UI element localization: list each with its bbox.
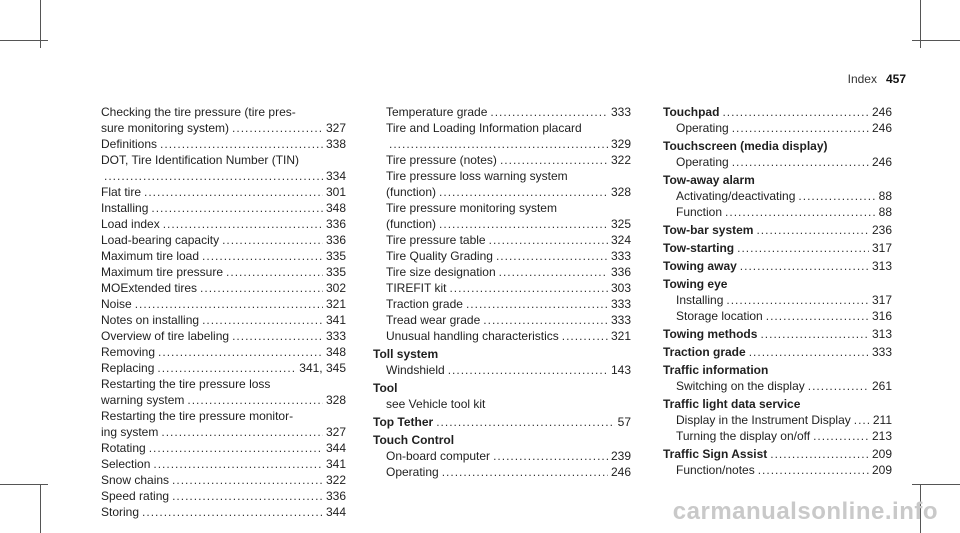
leader-dots bbox=[187, 392, 323, 408]
entry-text: Tire Quality Grading bbox=[386, 249, 493, 263]
index-entry bbox=[373, 328, 631, 344]
page-reference: 338 bbox=[325, 137, 346, 151]
page-reference: 341 bbox=[325, 313, 346, 327]
entry-text: Switching on the display bbox=[676, 379, 805, 393]
index-entry bbox=[88, 184, 346, 200]
index-heading bbox=[663, 276, 892, 292]
index-entry bbox=[88, 392, 346, 408]
entry-text: Noise bbox=[101, 297, 132, 311]
crop-mark bbox=[0, 484, 48, 485]
entry-text: Touch Control bbox=[373, 433, 455, 447]
index-entry bbox=[663, 308, 892, 324]
index-entry bbox=[373, 280, 631, 296]
leader-dots bbox=[202, 312, 323, 328]
entry-text: Toll system bbox=[373, 347, 439, 361]
index-entry bbox=[88, 344, 346, 360]
page-reference: 321 bbox=[610, 329, 631, 343]
entry-text: Traffic light data service bbox=[663, 397, 801, 411]
page-reference: 336 bbox=[325, 233, 346, 247]
leader-dots bbox=[854, 412, 870, 428]
index-heading bbox=[373, 346, 631, 362]
page-reference: 327 bbox=[325, 121, 346, 135]
page-reference: 336 bbox=[325, 489, 346, 503]
index-entry bbox=[88, 104, 346, 120]
index-entry bbox=[373, 232, 631, 248]
entry-text: Overview of tire labeling bbox=[101, 329, 230, 343]
leader-dots bbox=[813, 428, 869, 444]
entry-text: Installing bbox=[101, 201, 149, 215]
leader-dots bbox=[758, 462, 869, 478]
index-entry bbox=[88, 312, 346, 328]
entry-text: (function) bbox=[386, 185, 437, 199]
index-heading bbox=[663, 104, 892, 120]
page-reference: 333 bbox=[871, 345, 892, 359]
index-entry bbox=[663, 204, 892, 220]
entry-text: Snow chains bbox=[101, 473, 170, 487]
page-reference: 327 bbox=[325, 425, 346, 439]
page-reference: 246 bbox=[871, 155, 892, 169]
page-reference: 88 bbox=[878, 205, 892, 219]
leader-dots bbox=[389, 136, 608, 152]
page-reference: 328 bbox=[325, 393, 346, 407]
entry-text: Restarting the tire pressure loss bbox=[101, 377, 271, 391]
entry-text: Touchpad bbox=[663, 105, 720, 119]
watermark: carmanualsonline.info bbox=[672, 498, 938, 525]
index-entry bbox=[88, 216, 346, 232]
page-reference: 333 bbox=[610, 297, 631, 311]
page-reference: 302 bbox=[325, 281, 346, 295]
entry-text: Operating bbox=[386, 465, 439, 479]
leader-dots bbox=[766, 308, 869, 324]
entry-text: ing system bbox=[101, 425, 159, 439]
index-heading bbox=[663, 344, 892, 360]
page-reference: 322 bbox=[610, 153, 631, 167]
page-reference: 236 bbox=[871, 223, 892, 237]
entry-text: Unusual handling characteristics bbox=[386, 329, 559, 343]
entry-text: Checking the tire pressure (tire pres- bbox=[101, 105, 296, 119]
leader-dots bbox=[749, 344, 869, 360]
leader-dots bbox=[562, 328, 608, 344]
leader-dots bbox=[149, 440, 323, 456]
page-reference: 335 bbox=[325, 249, 346, 263]
index-entry bbox=[88, 504, 346, 520]
entry-text: Towing away bbox=[663, 259, 737, 273]
index-entry bbox=[88, 328, 346, 344]
index-entry bbox=[373, 216, 631, 232]
index-entry bbox=[373, 362, 631, 378]
index-entry bbox=[88, 280, 346, 296]
leader-dots bbox=[740, 258, 869, 274]
leader-dots bbox=[466, 296, 608, 312]
index-entry bbox=[373, 448, 631, 464]
index-entry bbox=[88, 152, 346, 168]
entry-text: Replacing bbox=[101, 361, 155, 375]
leader-dots bbox=[448, 362, 608, 378]
entry-text: Tire and Loading Information placard bbox=[386, 121, 582, 135]
index-entry bbox=[373, 120, 631, 136]
index-entry bbox=[373, 312, 631, 328]
leader-dots bbox=[226, 264, 323, 280]
leader-dots bbox=[163, 216, 323, 232]
entry-text: Tow-starting bbox=[663, 241, 735, 255]
index-heading bbox=[663, 258, 892, 274]
page-reference: 329 bbox=[610, 137, 631, 151]
leader-dots bbox=[726, 292, 869, 308]
page-reference: 213 bbox=[871, 429, 892, 443]
leader-dots bbox=[153, 456, 323, 472]
leader-dots bbox=[158, 344, 323, 360]
index-heading bbox=[663, 396, 892, 412]
entry-text: MOExtended tires bbox=[101, 281, 198, 295]
index-entry bbox=[373, 464, 631, 480]
page-reference: 317 bbox=[871, 241, 892, 255]
page-reference: 341 bbox=[325, 457, 346, 471]
leader-dots bbox=[135, 296, 323, 312]
index-column-1 bbox=[88, 104, 346, 520]
entry-text: Operating bbox=[676, 121, 729, 135]
page-reference: 341, 345 bbox=[299, 361, 346, 375]
entry-text: Tire pressure loss warning system bbox=[386, 169, 568, 183]
index-entry bbox=[663, 412, 892, 428]
index-entry bbox=[373, 200, 631, 216]
index-entry bbox=[88, 232, 346, 248]
entry-text: Load-bearing capacity bbox=[101, 233, 220, 247]
page-reference: 333 bbox=[610, 249, 631, 263]
entry-text: Display in the Instrument Display bbox=[676, 413, 851, 427]
leader-dots bbox=[493, 448, 608, 464]
entry-text: Function/notes bbox=[676, 463, 755, 477]
index-heading bbox=[663, 240, 892, 256]
index-entry bbox=[373, 184, 631, 200]
page-reference: 313 bbox=[871, 259, 892, 273]
leader-dots bbox=[732, 120, 869, 136]
entry-text: Maximum tire pressure bbox=[101, 265, 224, 279]
index-heading bbox=[663, 172, 892, 188]
index-heading bbox=[663, 326, 892, 342]
entry-text: Top Tether bbox=[373, 415, 434, 429]
entry-text: DOT, Tire Identification Number (TIN) bbox=[101, 153, 300, 167]
leader-dots bbox=[142, 504, 323, 520]
leader-dots bbox=[442, 464, 608, 480]
leader-dots bbox=[232, 120, 323, 136]
page-reference: 88 bbox=[878, 189, 892, 203]
leader-dots bbox=[489, 232, 608, 248]
index-entry bbox=[373, 396, 631, 412]
page-reference: 316 bbox=[871, 309, 892, 323]
leader-dots bbox=[144, 184, 323, 200]
page-reference: 328 bbox=[610, 185, 631, 199]
index-entry bbox=[88, 408, 346, 424]
index-entry bbox=[663, 154, 892, 170]
index-heading bbox=[663, 138, 892, 154]
entry-text: Turning the display on/off bbox=[676, 429, 811, 443]
crop-mark bbox=[912, 40, 960, 41]
page-reference: 211 bbox=[872, 413, 892, 427]
entry-text: Traffic Sign Assist bbox=[663, 447, 768, 461]
leader-dots bbox=[798, 188, 875, 204]
leader-dots bbox=[232, 328, 323, 344]
page-reference: 209 bbox=[871, 463, 892, 477]
page-reference: 336 bbox=[325, 217, 346, 231]
crop-mark bbox=[40, 485, 41, 533]
header-title: Index bbox=[847, 72, 877, 86]
page-number: 457 bbox=[885, 72, 906, 86]
entry-text: TIREFIT kit bbox=[386, 281, 447, 295]
index-entry bbox=[88, 424, 346, 440]
entry-text: Maximum tire load bbox=[101, 249, 200, 263]
leader-dots bbox=[490, 104, 608, 120]
entry-text: Activating/deactivating bbox=[676, 189, 796, 203]
entry-text: Selection bbox=[101, 457, 151, 471]
index-entry bbox=[373, 296, 631, 312]
index-heading bbox=[373, 432, 631, 448]
page-reference: 303 bbox=[610, 281, 631, 295]
entry-text: Traction grade bbox=[386, 297, 463, 311]
page-reference: 246 bbox=[871, 121, 892, 135]
leader-dots bbox=[722, 104, 869, 120]
entry-text: Removing bbox=[101, 345, 156, 359]
leader-dots bbox=[172, 488, 323, 504]
page-reference: 301 bbox=[325, 185, 346, 199]
leader-dots bbox=[725, 204, 876, 220]
index-entry bbox=[373, 168, 631, 184]
index-heading bbox=[373, 414, 631, 430]
entry-text: sure monitoring system) bbox=[101, 121, 230, 135]
entry-text: Tire size designation bbox=[386, 265, 496, 279]
page-reference: 324 bbox=[610, 233, 631, 247]
index-entry bbox=[373, 152, 631, 168]
entry-text: Rotating bbox=[101, 441, 146, 455]
leader-dots bbox=[496, 248, 608, 264]
leader-dots bbox=[770, 446, 869, 462]
entry-text: Storing bbox=[101, 505, 140, 519]
page-reference: 57 bbox=[617, 415, 631, 429]
index-entry bbox=[373, 264, 631, 280]
leader-dots bbox=[439, 184, 608, 200]
index-entry bbox=[663, 120, 892, 136]
page-reference: 313 bbox=[871, 327, 892, 341]
entry-text: Towing methods bbox=[663, 327, 758, 341]
page-reference: 143 bbox=[610, 363, 631, 377]
page-reference: 261 bbox=[871, 379, 892, 393]
page-reference: 336 bbox=[610, 265, 631, 279]
page-reference: 209 bbox=[871, 447, 892, 461]
entry-text: Notes on installing bbox=[101, 313, 200, 327]
index-entry bbox=[663, 292, 892, 308]
index-entry bbox=[88, 456, 346, 472]
page-reference: 348 bbox=[325, 201, 346, 215]
entry-text: Definitions bbox=[101, 137, 158, 151]
entry-text: Flat tire bbox=[101, 185, 142, 199]
entry-text: Speed rating bbox=[101, 489, 170, 503]
entry-text: warning system bbox=[101, 393, 185, 407]
index-entry bbox=[88, 168, 346, 184]
index-entry bbox=[88, 360, 346, 376]
index-entry bbox=[88, 264, 346, 280]
page-reference: 334 bbox=[325, 169, 346, 183]
index-entry bbox=[663, 188, 892, 204]
page-header bbox=[848, 72, 906, 86]
index-heading bbox=[663, 362, 892, 378]
page-reference: 333 bbox=[325, 329, 346, 343]
page-reference: 348 bbox=[325, 345, 346, 359]
leader-dots bbox=[157, 360, 296, 376]
entry-text: On-board computer bbox=[386, 449, 491, 463]
index-entry bbox=[88, 376, 346, 392]
index-entry bbox=[88, 488, 346, 504]
index-entry bbox=[88, 200, 346, 216]
entry-text: Tool bbox=[373, 381, 398, 395]
entry-text: Tread wear grade bbox=[386, 313, 481, 327]
leader-dots bbox=[439, 216, 608, 232]
index-entry bbox=[373, 248, 631, 264]
entry-text: Tow-bar system bbox=[663, 223, 754, 237]
entry-text: Touchscreen (media display) bbox=[663, 139, 828, 153]
page-reference: 325 bbox=[610, 217, 631, 231]
index-entry bbox=[88, 120, 346, 136]
page-reference: 246 bbox=[871, 105, 892, 119]
index-column-2 bbox=[373, 104, 631, 480]
leader-dots bbox=[499, 264, 608, 280]
index-entry bbox=[373, 136, 631, 152]
entry-text: Operating bbox=[676, 155, 729, 169]
index-entry bbox=[88, 248, 346, 264]
index-entry bbox=[88, 472, 346, 488]
entry-text: Load index bbox=[101, 217, 160, 231]
entry-text: Traffic information bbox=[663, 363, 769, 377]
entry-text: Temperature grade bbox=[386, 105, 488, 119]
index-entry bbox=[88, 296, 346, 312]
page-reference: 246 bbox=[610, 465, 631, 479]
index-entry bbox=[88, 440, 346, 456]
index-column-3 bbox=[663, 104, 892, 478]
leader-dots bbox=[436, 414, 614, 430]
entry-text: Storage location bbox=[676, 309, 763, 323]
index-heading bbox=[663, 446, 892, 462]
entry-text: Function bbox=[676, 205, 723, 219]
page-reference: 322 bbox=[325, 473, 346, 487]
page-reference: 321 bbox=[325, 297, 346, 311]
entry-text: see Vehicle tool kit bbox=[386, 397, 486, 411]
page-reference: 333 bbox=[610, 313, 631, 327]
page-reference: 344 bbox=[325, 441, 346, 455]
leader-dots bbox=[756, 222, 869, 238]
page-reference: 333 bbox=[610, 105, 631, 119]
leader-dots bbox=[222, 232, 323, 248]
leader-dots bbox=[161, 424, 323, 440]
index-heading bbox=[373, 380, 631, 396]
leader-dots bbox=[202, 248, 323, 264]
page-reference: 335 bbox=[325, 265, 346, 279]
crop-mark bbox=[0, 40, 48, 41]
index-entry bbox=[663, 378, 892, 394]
entry-text: Traction grade bbox=[663, 345, 746, 359]
page-reference: 344 bbox=[325, 505, 346, 519]
leader-dots bbox=[172, 472, 323, 488]
leader-dots bbox=[732, 154, 869, 170]
leader-dots bbox=[760, 326, 869, 342]
leader-dots bbox=[449, 280, 608, 296]
index-entry bbox=[373, 104, 631, 120]
leader-dots bbox=[808, 378, 869, 394]
crop-mark bbox=[912, 484, 960, 485]
entry-text: Restarting the tire pressure monitor- bbox=[101, 409, 294, 423]
index-heading bbox=[663, 222, 892, 238]
leader-dots bbox=[200, 280, 323, 296]
page-reference: 239 bbox=[610, 449, 631, 463]
leader-dots bbox=[500, 152, 608, 168]
leader-dots bbox=[483, 312, 608, 328]
index-entry bbox=[663, 428, 892, 444]
leader-dots bbox=[104, 168, 323, 184]
entry-text: Tire pressure (notes) bbox=[386, 153, 497, 167]
entry-text: Installing bbox=[676, 293, 724, 307]
page-reference: 317 bbox=[871, 293, 892, 307]
entry-text: (function) bbox=[386, 217, 437, 231]
entry-text: Windshield bbox=[386, 363, 445, 377]
entry-text: Tow-away alarm bbox=[663, 173, 755, 187]
entry-text: Tire pressure monitoring system bbox=[386, 201, 557, 215]
index-entry bbox=[663, 462, 892, 478]
entry-text: Towing eye bbox=[663, 277, 728, 291]
leader-dots bbox=[737, 240, 869, 256]
entry-text: Tire pressure table bbox=[386, 233, 486, 247]
leader-dots bbox=[151, 200, 323, 216]
index-entry bbox=[88, 136, 346, 152]
leader-dots bbox=[160, 136, 323, 152]
